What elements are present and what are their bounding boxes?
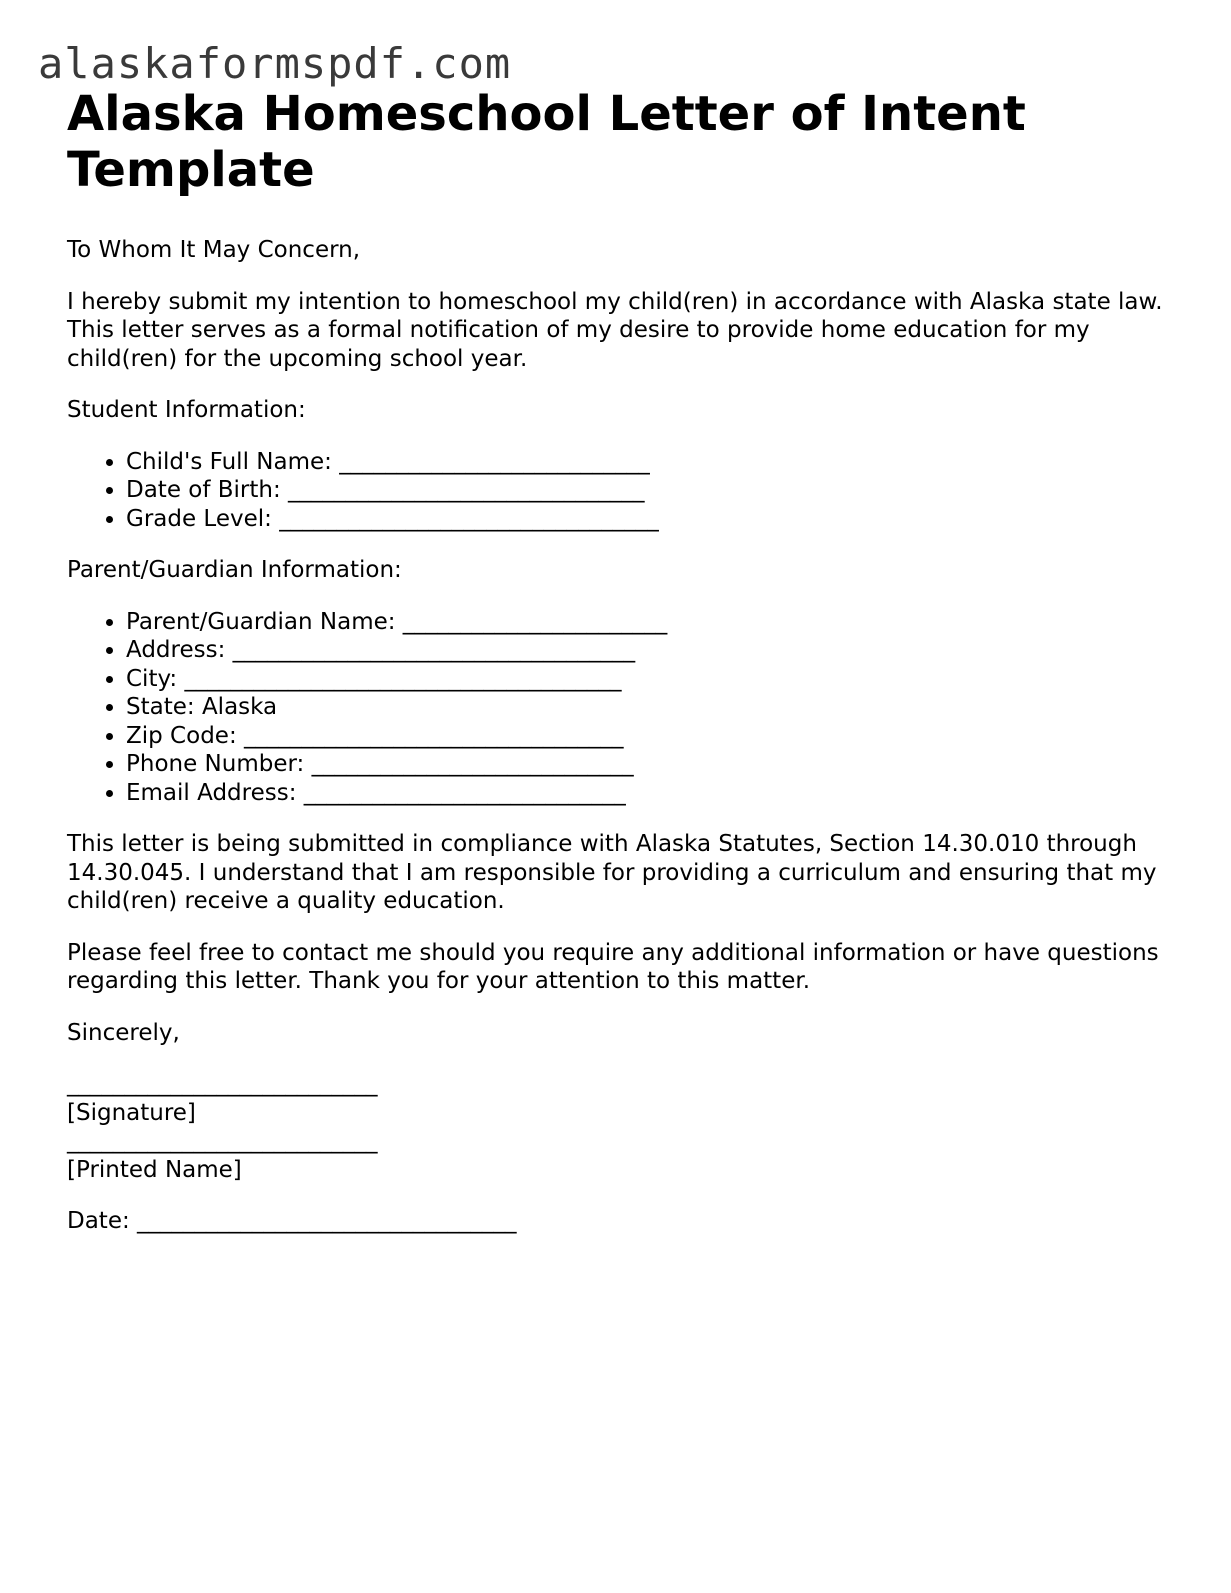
phone-number-field: • Phone Number: ____________________________ [126, 750, 1177, 779]
date-field: Date: _________________________________ [67, 1208, 517, 1234]
intro-paragraph: I hereby submit my intention to homeschool my child(ren) in accordance with Alaska state law. This letter serves as a formal notification of my desire to provide home education for my child(ren) for the upcoming school year. [67, 288, 1163, 372]
student-info-list [67, 448, 1177, 534]
compliance-paragraph: This letter is being submitted in compliance with Alaska Statutes, Section 14.30.010 through 14.30.045. I understand that I am responsible for providing a curriculum and ensuring that my child(ren) receive a quality education. [67, 831, 1157, 914]
signature-line: ___________________________ [67, 1071, 378, 1097]
parent-info-heading: Parent/Guardian Information: [67, 557, 402, 583]
student-info-heading: Student Information: [67, 397, 306, 423]
email-address-field: • Email Address: ____________________________ [126, 779, 1177, 808]
closing: Sincerely, [67, 1019, 180, 1046]
watermark: alaskaformspdf.com [38, 39, 512, 88]
salutation: To Whom It May Concern, [67, 237, 361, 263]
grade-level-field: • Grade Level: _________________________________ [126, 505, 1177, 534]
signature-label: [Signature] [67, 1099, 196, 1126]
printed-name-line: ___________________________ [67, 1128, 378, 1154]
date-of-birth-field: • Date of Birth: _______________________________ [126, 476, 1177, 505]
city-field: • City: ______________________________________ [126, 665, 1177, 694]
printed-name-label: [Printed Name] [67, 1156, 242, 1183]
parent-info-list [67, 608, 1177, 808]
zip-code-field: • Zip Code: _________________________________ [126, 722, 1177, 751]
signature-block [67, 1070, 1177, 1184]
contact-paragraph: Please feel free to contact me should you require any additional information or have questions regarding this letter. Thank you for your attention to this matter. [67, 939, 1159, 994]
address-field: • Address: ___________________________________ [126, 636, 1177, 665]
document-page [67, 86, 1177, 1236]
child-name-field: • Child's Full Name: ___________________________ [126, 448, 1177, 477]
state-field: • State: Alaska [126, 693, 1177, 722]
parent-name-field: • Parent/Guardian Name: _______________________ [126, 608, 1177, 637]
document-title: Alaska Homeschool Letter of Intent Template [67, 86, 1026, 198]
